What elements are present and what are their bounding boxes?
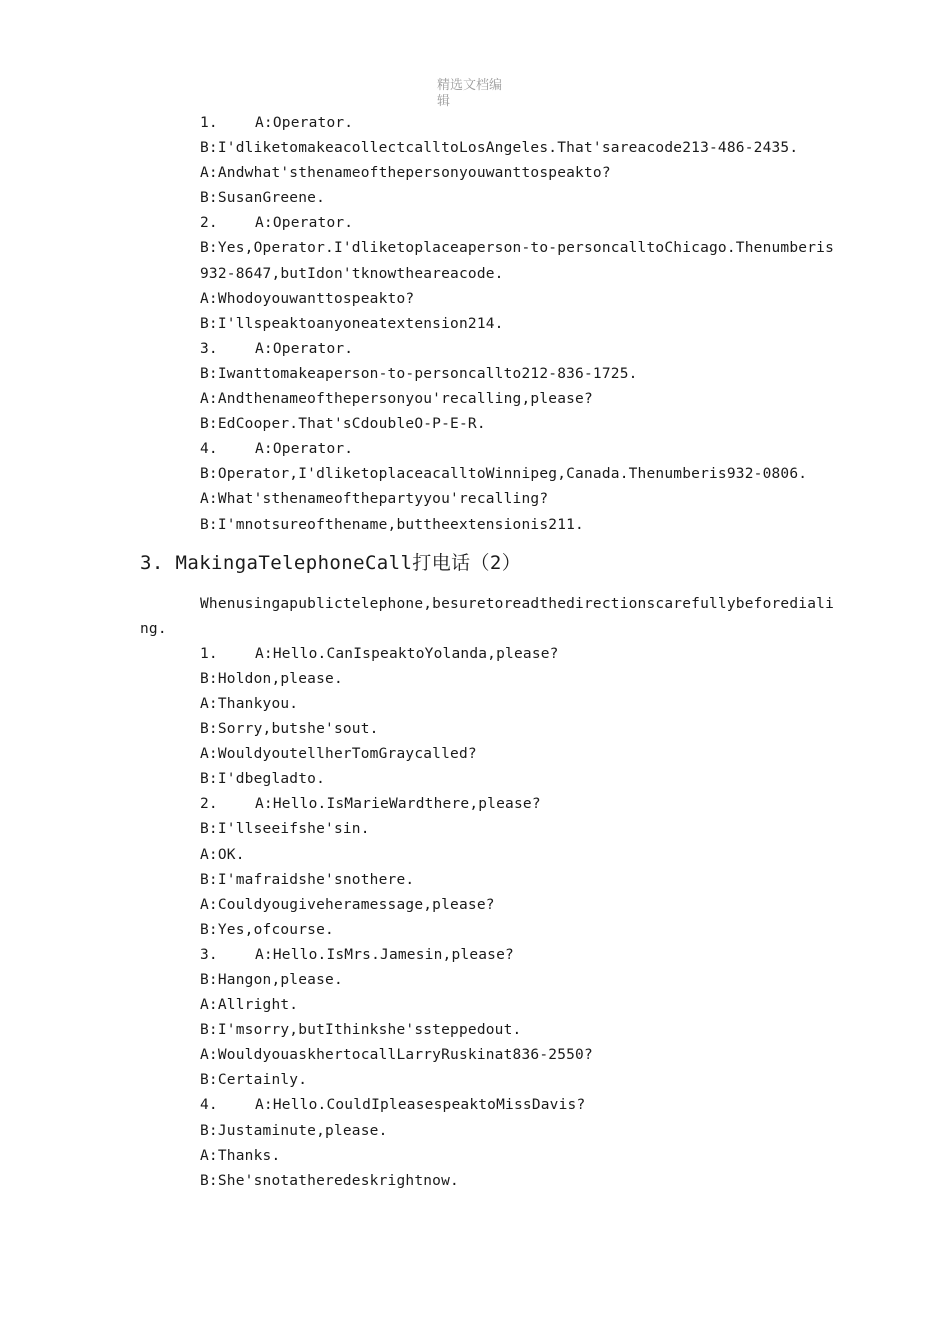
dialogue-line [0, 893, 950, 918]
dialogue-text: A:Andwhat'sthenameofthepersonyouwanttospeakto? [200, 165, 611, 182]
document-body [0, 111, 950, 1194]
dialogue-text: B:I'mnotsureofthename,buttheextensionis211. [200, 516, 584, 533]
dialogue-number: 1. [200, 115, 218, 131]
dialogue-line [0, 1144, 950, 1169]
dialogue-text: B:I'dbegladto. [200, 771, 326, 788]
dialogue-text: A:Thankyou. [200, 695, 299, 712]
dialogue-text: B:Justaminute,please. [200, 1122, 388, 1139]
dialogue-text: A:WouldyoutellherTomGraycalled? [200, 746, 477, 763]
dialogue-line [0, 362, 950, 387]
watermark-line-1: 精选文档编 [437, 78, 503, 93]
dialogue-line [0, 717, 950, 742]
dialogue-section-2 [0, 642, 950, 1194]
dialogue-text: B:I'mafraidshe'snothere. [200, 871, 415, 888]
dialogue-line [0, 1068, 950, 1093]
dialogue-line [0, 513, 950, 538]
section-title: 3. MakingaTelephoneCall打电话（2） [140, 551, 522, 574]
dialogue-number: 4. [200, 441, 218, 458]
dialogue-line [0, 186, 950, 211]
dialogue-text: A:Hello.IsMarieWardthere,please? [255, 796, 541, 813]
dialogue-text: B:I'dliketomakeacollectcalltoLosAngeles.That'sareacode213-486-2435. [200, 140, 799, 157]
dialogue-line [0, 868, 950, 893]
dialogue-line [0, 667, 950, 692]
dialogue-line [0, 767, 950, 792]
dialogue-line [0, 792, 950, 817]
dialogue-text: A:Allright. [200, 997, 299, 1014]
dialogue-text: B:Iwanttomakeaperson-to-personcallto212-836-1725. [200, 365, 638, 382]
dialogue-text: A:Hello.CouldIpleasespeaktoMissDavis? [255, 1097, 586, 1114]
dialogue-line [0, 161, 950, 186]
dialogue-text: B:Holdon,please. [200, 670, 343, 687]
dialogue-line [0, 337, 950, 362]
dialogue-line [0, 487, 950, 512]
watermark-header [437, 78, 517, 110]
dialogue-line [0, 817, 950, 842]
dialogue-text: B:I'llseeifshe'sin. [200, 821, 370, 838]
dialogue-text: A:Andthenameofthepersonyou'recalling,please? [200, 391, 593, 408]
dialogue-text: 932-8647,butIdon'tknowtheareacode. [200, 265, 504, 282]
dialogue-text: A:Hello.CanIspeaktoYolanda,please? [255, 645, 559, 662]
dialogue-text: B:Yes,Operator.I'dliketoplaceaperson-to-personcalltoChicago.Thenumberis [200, 240, 835, 257]
dialogue-text: A:Couldyougiveheramessage,please? [200, 896, 495, 913]
dialogue-line [0, 993, 950, 1018]
dialogue-number: 2. [200, 796, 218, 813]
dialogue-line [0, 211, 950, 236]
dialogue-line [0, 742, 950, 767]
dialogue-line [0, 843, 950, 868]
dialogue-number: 2. [200, 215, 218, 232]
section-intro-line-2: ng. [140, 620, 167, 637]
dialogue-section-1 [0, 111, 950, 538]
dialogue-line [0, 943, 950, 968]
dialogue-line [0, 236, 950, 261]
dialogue-text: A:Whodoyouwanttospeakto? [200, 290, 415, 307]
dialogue-text: B:Hangon,please. [200, 972, 343, 988]
dialogue-line [0, 1043, 950, 1068]
dialogue-text: A:What'sthenameofthepartyyou'recalling? [200, 491, 549, 508]
dialogue-text: A:WouldyouaskhertocallLarryRuskinat836-2550? [200, 1047, 593, 1064]
dialogue-line [0, 262, 950, 287]
dialogue-text: A:Hello.IsMrs.Jamesin,please? [255, 946, 514, 963]
dialogue-line [0, 1169, 950, 1194]
dialogue-text: B:Operator,I'dliketoplaceacalltoWinnipeg,Canada.Thenumberis932-0806. [200, 466, 808, 483]
dialogue-line [0, 692, 950, 717]
dialogue-line [0, 287, 950, 312]
dialogue-line [0, 1119, 950, 1144]
dialogue-line [0, 968, 950, 993]
dialogue-text: B:I'msorry,butIthinkshe'ssteppedout. [200, 1022, 522, 1039]
dialogue-number: 3. [200, 340, 218, 357]
dialogue-text: B:SusanGreene. [200, 190, 326, 207]
dialogue-line [0, 136, 950, 161]
watermark-line-2: 辑 [437, 94, 451, 109]
dialogue-line [0, 111, 950, 136]
dialogue-text: A:Operator. [255, 441, 354, 458]
dialogue-line [0, 312, 950, 337]
dialogue-line [0, 387, 950, 412]
dialogue-text: B:I'llspeaktoanyoneatextension214. [200, 315, 504, 332]
dialogue-line [0, 412, 950, 437]
dialogue-line [0, 642, 950, 667]
dialogue-number: 3. [200, 946, 218, 963]
dialogue-text: A:Operator. [255, 215, 354, 232]
dialogue-text: B:She'snotatheredeskrightnow. [200, 1172, 459, 1189]
dialogue-text: A:Operator. [255, 115, 354, 131]
dialogue-number: 1. [200, 645, 218, 662]
dialogue-line [0, 462, 950, 487]
dialogue-text: B:EdCooper.That'sCdoubleO-P-E-R. [200, 416, 486, 433]
dialogue-text: B:Certainly. [200, 1072, 308, 1089]
dialogue-line [0, 1093, 950, 1118]
section-intro-line-1: Whenusingapublictelephone,besuretoreadthedirectionscarefullybeforediali [200, 595, 835, 612]
dialogue-line [0, 437, 950, 462]
dialogue-text: A:Operator. [255, 340, 354, 357]
dialogue-text: B:Yes,ofcourse. [200, 921, 334, 938]
dialogue-number: 4. [200, 1097, 218, 1114]
dialogue-text: A:OK. [200, 846, 245, 863]
dialogue-line [0, 918, 950, 943]
dialogue-line [0, 1018, 950, 1043]
dialogue-text: B:Sorry,butshe'sout. [200, 721, 379, 738]
dialogue-text: A:Thanks. [200, 1147, 281, 1164]
